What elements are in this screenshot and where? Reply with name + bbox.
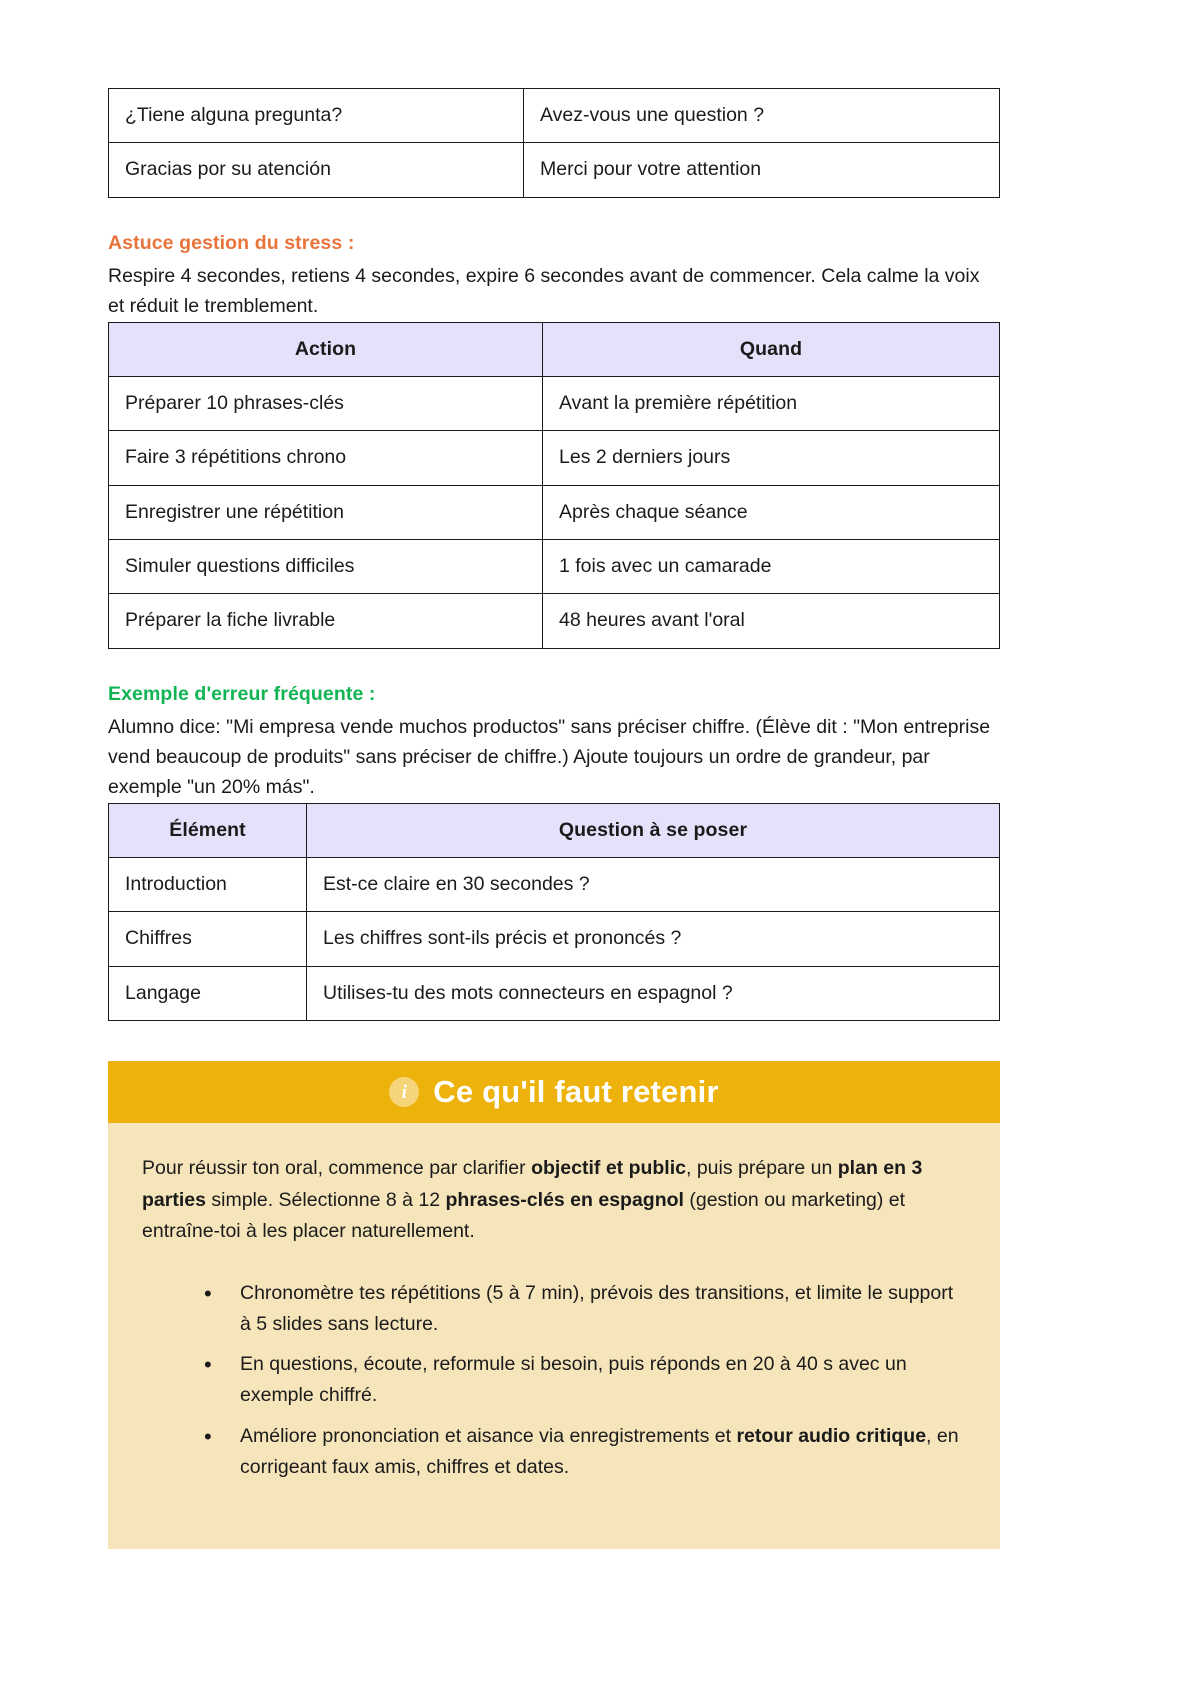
summary-callout-title: Ce qu'il faut retenir: [433, 1074, 719, 1110]
table-row: [109, 912, 1000, 966]
summary-intro-paragraph: [142, 1153, 966, 1248]
phrase-es: ¿Tiene alguna pregunta?: [109, 89, 524, 143]
checklist-header-question: Question à se poser: [307, 803, 1000, 857]
summary-callout-body: [108, 1123, 1000, 1549]
plan-quand: Après chaque séance: [543, 485, 1000, 539]
plan-action: Préparer 10 phrases-clés: [109, 376, 543, 430]
summary-intro-bold1: objectif et public: [531, 1157, 686, 1180]
table-row: [109, 143, 1000, 197]
common-error-text: Alumno dice: "Mi empresa vende muchos productos" sans préciser chiffre. (Élève dit : "Mon entreprise vend beaucoup de produits" sans préciser de chiffre.) Ajoute toujours un ordre de grandeur, par exemple "un 20% más".: [108, 715, 991, 799]
summary-callout: [108, 1061, 1000, 1549]
checklist-table: [108, 803, 1000, 1021]
plan-action: Faire 3 répétitions chrono: [109, 431, 543, 485]
table-row: [109, 431, 1000, 485]
table-row: [109, 89, 1000, 143]
table-row: [109, 485, 1000, 539]
plan-table: [108, 322, 1000, 649]
checklist-element: Langage: [109, 966, 307, 1020]
bullet-part2: , en corrigeant faux amis, chiffres et dates.: [240, 1425, 959, 1478]
phrase-fr: Avez-vous une question ?: [524, 89, 1000, 143]
summary-intro-part2: , puis prépare un: [686, 1157, 838, 1180]
bullet-part1: Améliore prononciation et aisance via enregistrements et: [240, 1425, 737, 1448]
plan-action: Enregistrer une répétition: [109, 485, 543, 539]
phrases-table: [108, 88, 1000, 198]
summary-callout-header: [108, 1061, 1000, 1123]
bullet-part1: Chronomètre tes répétitions (5 à 7 min), prévois des transitions, et limite le support à 5 slides sans lecture.: [240, 1281, 954, 1335]
checklist-element: Introduction: [109, 858, 307, 912]
table-row: [109, 858, 1000, 912]
checklist-question: Est-ce claire en 30 secondes ?: [307, 858, 1000, 912]
plan-header-quand: Quand: [543, 322, 1000, 376]
common-error-heading: Exemple d'erreur fréquente :: [108, 682, 376, 705]
list-item: [238, 1421, 966, 1483]
plan-quand: 48 heures avant l'oral: [543, 594, 1000, 648]
table-header-row: [109, 803, 1000, 857]
summary-bullet-list: [142, 1278, 966, 1483]
summary-intro-part3: simple. Sélectionne 8 à 12: [205, 1188, 446, 1211]
plan-quand: Les 2 derniers jours: [543, 431, 1000, 485]
plan-header-action: Action: [109, 322, 543, 376]
phrase-fr: Merci pour votre attention: [524, 143, 1000, 197]
list-item: [238, 1349, 966, 1411]
bullet-part1: En questions, écoute, reformule si besoin, puis réponds en 20 à 40 s avec un exemple chiffré.: [240, 1353, 907, 1407]
summary-intro-part4: (gestion ou marketing) et entraîne-toi à les placer naturellement.: [142, 1188, 906, 1243]
summary-intro-part1: Pour réussir ton oral, commence par clarifier: [142, 1157, 532, 1180]
table-row: [109, 539, 1000, 593]
plan-action: Simuler questions difficiles: [109, 539, 543, 593]
table-row: [109, 376, 1000, 430]
summary-intro-bold2: plan en 3 parties: [142, 1157, 923, 1211]
stress-tip-text: Respire 4 secondes, retiens 4 secondes, expire 6 secondes avant de commencer. Cela calme la voix et réduit le tremblement.: [108, 264, 980, 318]
info-icon: i: [389, 1077, 419, 1107]
checklist-question: Utilises-tu des mots connecteurs en espagnol ?: [307, 966, 1000, 1020]
list-item: [238, 1278, 966, 1340]
checklist-element: Chiffres: [109, 912, 307, 966]
phrase-es: Gracias por su atención: [109, 143, 524, 197]
plan-quand: Avant la première répétition: [543, 376, 1000, 430]
plan-quand: 1 fois avec un camarade: [543, 539, 1000, 593]
plan-action: Préparer la fiche livrable: [109, 594, 543, 648]
checklist-header-element: Élément: [109, 803, 307, 857]
table-header-row: [109, 322, 1000, 376]
stress-tip-heading: Astuce gestion du stress :: [108, 231, 355, 254]
table-row: [109, 966, 1000, 1020]
table-row: [109, 594, 1000, 648]
bullet-bold1: retour audio critique: [736, 1425, 927, 1448]
checklist-question: Les chiffres sont-ils précis et prononcés ?: [307, 912, 1000, 966]
summary-intro-bold3: phrases-clés en espagnol: [445, 1188, 684, 1211]
